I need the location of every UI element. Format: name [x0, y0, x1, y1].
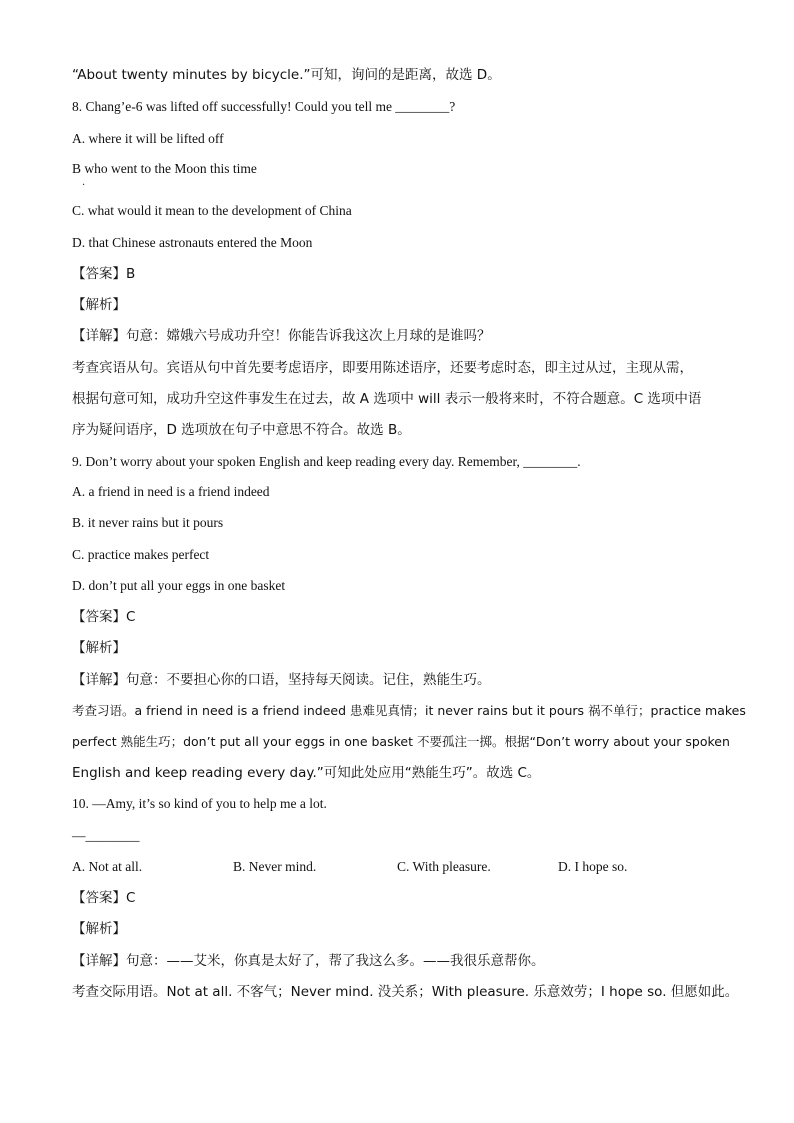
q10-detail: 【详解】句意：——艾米，你真是太好了，帮了我这么多。——我很乐意帮你。 [72, 953, 545, 969]
q10-option-a: A. Not at all. [72, 859, 143, 874]
q10-answer: 【答案】C [72, 890, 136, 906]
q9-option-d: D. don’t put all your eggs in one basket [72, 578, 286, 593]
q8-answer: 【答案】B [72, 266, 136, 282]
q8-option-d: D. that Chinese astronauts entered the Moon [72, 235, 313, 250]
q9-option-a: A. a friend in need is a friend indeed [72, 484, 270, 499]
q9-answer: 【答案】C [72, 609, 136, 625]
q9-analysis-heading: 【解析】 [72, 640, 126, 656]
q10-option-d: D. I hope so. [558, 859, 628, 874]
q8-explanation-2: 根据句意可知，成功升空这件事发生在过去，故 A 选项中 will 表示一般将来时，不符合题意。C 选项中语 [72, 391, 702, 407]
q10-stem: 10. —Amy, it’s so kind of you to help me a lot. [72, 796, 327, 811]
q10-option-b: B. Never mind. [233, 859, 317, 874]
q8-explanation-3: 序为疑问语序，D 选项放在句子中意思不符合。故选 B。 [72, 422, 411, 438]
q8-option-c: C. what would it mean to the development of China [72, 203, 352, 218]
q8-option-b: B who went to the Moon this time [72, 161, 257, 176]
q8-option-a: A. where it will be lifted off [72, 131, 224, 146]
q9-explanation-2: perfect 熟能生巧；don’t put all your eggs in one basket 不要孤注一掷。根据“Don’t worry about your spoken [72, 734, 730, 749]
q9-option-b: B. it never rains but it pours [72, 515, 224, 530]
q10-option-c: C. With pleasure. [397, 859, 491, 874]
q8-stem: 8. Chang’e-6 was lifted off successfully! Could you tell me ________? [72, 99, 456, 114]
line-distance-conclusion: “About twenty minutes by bicycle.”可知，询问的是距离，故选 D。 [72, 67, 501, 83]
q8-detail: 【详解】句意：嫦娥六号成功升空！你能告诉我这次上月球的是谁吗？ [72, 328, 491, 344]
q8-explanation-1: 考查宾语从句。宾语从句中首先要考虑语序，即要用陈述语序，还要考虑时态，即主过从过，主现从需， [72, 360, 693, 376]
q9-explanation-1: 考查习语。a friend in need is a friend indeed 患难见真情；it never rains but it pours 祸不单行；practice makes [72, 703, 746, 718]
q9-explanation-3: English and keep reading every day.”可知此处应用“熟能生巧”。故选 C。 [72, 765, 541, 781]
q9-detail: 【详解】句意：不要担心你的口语，坚持每天阅读。记住，熟能生巧。 [72, 672, 491, 688]
q8-analysis-heading: 【解析】 [72, 297, 126, 313]
q10-response-blank: —________ [72, 828, 140, 843]
q9-stem: 9. Don’t worry about your spoken English and keep reading every day. Remember, ________. [72, 454, 581, 469]
q9-option-c: C. practice makes perfect [72, 547, 210, 562]
q8-option-b-dot: . [82, 177, 86, 188]
q10-analysis-heading: 【解析】 [72, 921, 126, 937]
q10-explanation-1: 考查交际用语。Not at all. 不客气；Never mind. 没关系；With pleasure. 乐意效劳；I hope so. 但愿如此。 [72, 984, 739, 1000]
